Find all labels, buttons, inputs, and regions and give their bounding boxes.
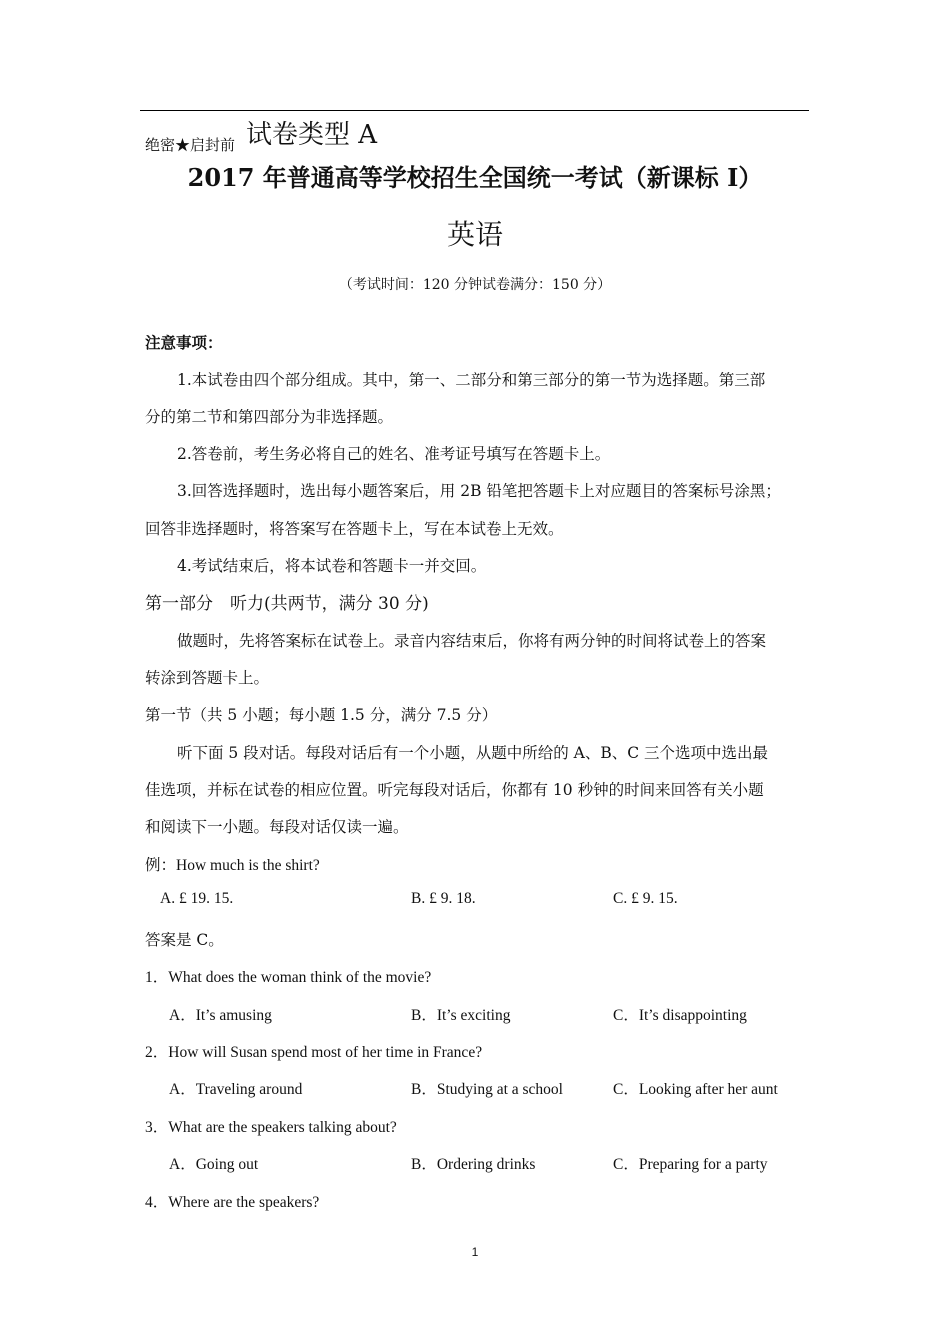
section-1-intro-c: 和阅读下一小题。每段对话仅读一遍。 xyxy=(145,818,409,836)
header-rule xyxy=(140,110,809,111)
notes-heading: 注意事项： xyxy=(145,333,223,352)
exam-title: 2017 年普通高等学校招生全国统一考试（新课标 I） xyxy=(187,163,763,192)
part-1-intro-a: 做题时，先将答案标在试卷上。录音内容结束后，你将有两分钟的时间将试卷上的答案 xyxy=(177,632,767,650)
section-1-intro-a: 听下面 5 段对话。每段对话后有一个小题，从题中所给的 A、B、C 三个选项中选出最 xyxy=(177,744,769,762)
note-3-line-b: 回答非选择题时，将答案写在答题卡上，写在本试卷上无效。 xyxy=(145,520,564,538)
question-1-option-b: B．It’s exciting xyxy=(411,1007,511,1024)
paper-type: 试卷类型 A xyxy=(246,120,378,150)
part-1-intro-b: 转涂到答题卡上。 xyxy=(145,669,270,687)
question-2-option-b: B．Studying at a school xyxy=(411,1081,563,1098)
note-3-line-a: 3.回答选择题时，选出每小题答案后，用 2B 铅笔把答题卡上对应题目的答案标号涂黑； xyxy=(177,482,781,500)
question-1-option-a: A．It’s amusing xyxy=(169,1007,272,1024)
question-3-option-c: C．Preparing for a party xyxy=(613,1156,768,1173)
example-question: 例：How much is the shirt? xyxy=(145,857,320,874)
note-1-line-a: 1.本试卷由四个部分组成。其中，第一、二部分和第三部分的第一节为选择题。第三部 xyxy=(177,371,766,389)
note-4: 4.考试结束后，将本试卷和答题卡一并交回。 xyxy=(177,557,487,575)
page-number: 1 xyxy=(471,1245,479,1259)
question-1-stem: 1．What does the woman think of the movie? xyxy=(145,969,432,986)
question-1-option-c: C．It’s disappointing xyxy=(613,1007,747,1024)
secret-label: 绝密★启封前 xyxy=(145,136,236,154)
section-1-heading: 第一节（共 5 小题；每小题 1.5 分，满分 7.5 分） xyxy=(145,706,498,724)
example-option-b: B. £ 9. 18. xyxy=(411,890,476,907)
subject-title: 英语 xyxy=(446,218,503,251)
question-4-stem: 4．Where are the speakers? xyxy=(145,1194,320,1211)
question-3-option-b: B．Ordering drinks xyxy=(411,1156,536,1173)
question-3-stem: 3．What are the speakers talking about? xyxy=(145,1119,397,1136)
question-2-option-c: C．Looking after her aunt xyxy=(613,1081,778,1098)
example-answer: 答案是 C。 xyxy=(145,931,224,949)
note-2: 2.答卷前，考生务必将自己的姓名、准考证号填写在答题卡上。 xyxy=(177,445,611,463)
question-2-stem: 2．How will Susan spend most of her time in France? xyxy=(145,1044,483,1061)
example-option-c: C. £ 9. 15. xyxy=(613,890,678,907)
section-1-intro-b: 佳选项，并标在试卷的相应位置。听完每段对话后，你都有 10 秒钟的时间来回答有关小题 xyxy=(145,781,764,799)
question-2-option-a: A．Traveling around xyxy=(169,1081,303,1098)
question-3-option-a: A．Going out xyxy=(169,1156,259,1173)
exam-time-info: （考试时间：120 分钟试卷满分：150 分） xyxy=(338,277,612,293)
example-option-a: A. £ 19. 15. xyxy=(160,890,234,907)
note-1-line-b: 分的第二节和第四部分为非选择题。 xyxy=(145,408,394,426)
part-1-heading: 第一部分 听力(共两节，满分 30 分) xyxy=(145,594,429,614)
